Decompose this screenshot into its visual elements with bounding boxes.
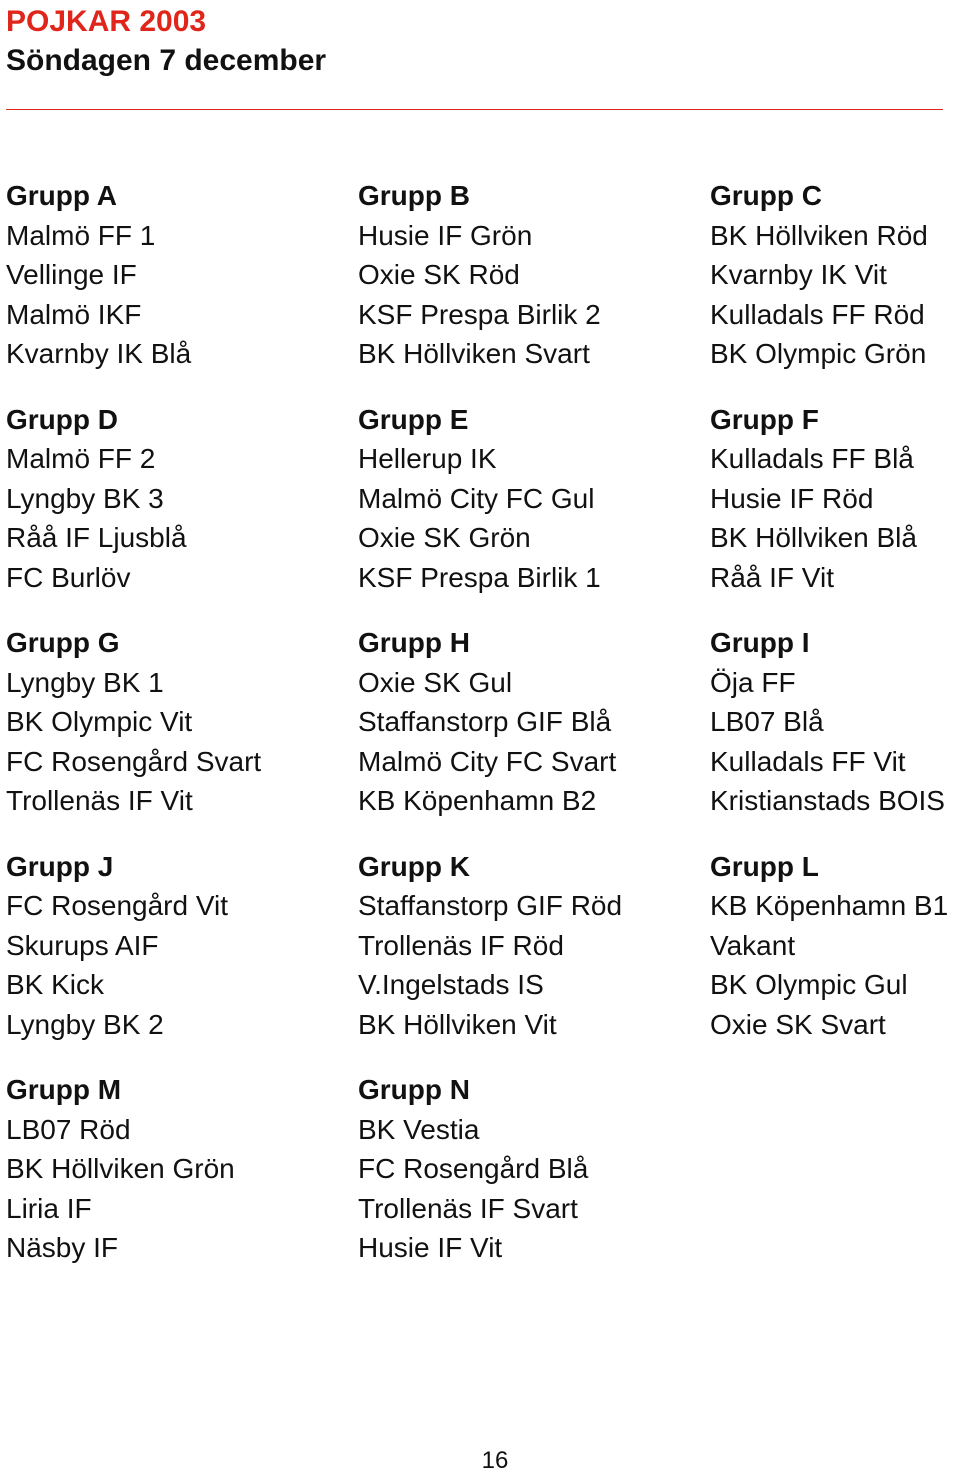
- team-name: Husie IF Vit: [358, 1232, 503, 1263]
- team-name: Oxie SK Grön: [358, 522, 531, 553]
- group-j: [6, 847, 358, 1045]
- team-name: BK Höllviken Grön: [6, 1153, 235, 1184]
- team-name: Staffanstorp GIF Blå: [358, 706, 612, 737]
- group-m: [6, 1070, 358, 1268]
- group-title: Grupp H: [358, 627, 470, 658]
- group-d: [6, 400, 358, 598]
- group-title: Grupp B: [358, 180, 470, 211]
- team-name: FC Rosengård Blå: [358, 1153, 589, 1184]
- team-name: BK Höllviken Svart: [358, 338, 590, 369]
- team-name: Oxie SK Svart: [710, 1008, 886, 1040]
- group-title: Grupp K: [358, 850, 470, 882]
- team-name: Skurups AIF: [6, 929, 159, 961]
- team-name: BK Vestia: [358, 1113, 480, 1145]
- group-f: [710, 400, 960, 598]
- group-title: Grupp M: [6, 1074, 122, 1105]
- team-name: Oxie SK Gul: [358, 666, 513, 698]
- group-c: [710, 176, 960, 374]
- group-title: Grupp G: [6, 627, 120, 658]
- team-name: LB07 Blå: [710, 706, 824, 737]
- team-name: Husie IF Grön: [358, 219, 533, 251]
- group-h: [358, 623, 710, 821]
- team-name: Kulladals FF Röd: [710, 298, 925, 330]
- page-number: 16: [481, 1447, 509, 1474]
- group-l: [710, 847, 960, 1045]
- team-name: Öja FF: [710, 666, 796, 698]
- team-name: Lyngby BK 2: [6, 1008, 164, 1040]
- team-name: Råå IF Ljusblå: [6, 522, 187, 553]
- groups-grid: [6, 176, 960, 1268]
- team-name: Oxie SK Röd: [358, 259, 520, 290]
- team-name: Kvarnby IK Blå: [6, 338, 192, 369]
- group-title: Grupp E: [358, 403, 469, 435]
- team-name: Kulladals FF Blå: [710, 443, 914, 474]
- team-name: Kvarnby IK Vit: [710, 259, 887, 290]
- team-name: BK Kick: [6, 969, 105, 1000]
- team-name: Liria IF: [6, 1192, 92, 1224]
- team-name: KB Köpenhamn B2: [358, 785, 597, 816]
- team-name: Husie IF Röd: [710, 482, 874, 514]
- group-title: Grupp C: [710, 180, 822, 211]
- team-name: Malmö FF 2: [6, 443, 156, 474]
- team-name: FC Burlöv: [6, 561, 131, 593]
- team-name: BK Höllviken Vit: [358, 1008, 557, 1040]
- group-i: [710, 623, 960, 821]
- team-name: Trollenäs IF Svart: [358, 1192, 578, 1224]
- team-name: BK Olympic Gul: [710, 969, 908, 1000]
- team-name: FC Rosengård Svart: [6, 745, 262, 777]
- team-name: LB07 Röd: [6, 1113, 131, 1145]
- group-title: Grupp L: [710, 850, 819, 882]
- team-name: Vellinge IF: [6, 259, 137, 290]
- group-a: [6, 176, 358, 374]
- team-name: KB Köpenhamn B1: [710, 890, 949, 921]
- group-k: [358, 847, 710, 1045]
- group-title: Grupp F: [710, 403, 819, 435]
- team-name: Trollenäs IF Röd: [358, 929, 564, 961]
- team-name: Vakant: [710, 929, 796, 961]
- header-divider: [6, 109, 943, 110]
- team-name: KSF Prespa Birlik 1: [358, 561, 601, 593]
- group-title: Grupp D: [6, 403, 118, 435]
- group-title: Grupp J: [6, 850, 114, 882]
- team-name: V.Ingelstads IS: [358, 969, 544, 1000]
- group-e: [358, 400, 710, 598]
- team-name: Staffanstorp GIF Röd: [358, 890, 623, 921]
- team-name: BK Höllviken Blå: [710, 522, 917, 553]
- group-title: Grupp A: [6, 180, 117, 211]
- page-title: POJKAR 2003: [6, 5, 207, 38]
- team-name: Malmö IKF: [6, 298, 142, 330]
- team-name: Malmö FF 1: [6, 219, 156, 251]
- group-title: Grupp I: [710, 627, 810, 658]
- team-name: Malmö City FC Svart: [358, 745, 617, 777]
- group-g: [6, 623, 358, 821]
- team-name: Kristianstads BOIS: [710, 785, 945, 816]
- team-name: Lyngby BK 1: [6, 666, 164, 698]
- team-name: Kulladals FF Vit: [710, 745, 906, 777]
- team-name: Näsby IF: [6, 1232, 119, 1263]
- team-name: BK Höllviken Röd: [710, 219, 928, 251]
- team-name: Råå IF Vit: [710, 561, 834, 593]
- team-name: KSF Prespa Birlik 2: [358, 298, 601, 330]
- group-title: Grupp N: [358, 1074, 470, 1105]
- team-name: FC Rosengård Vit: [6, 890, 229, 921]
- team-name: Malmö City FC Gul: [358, 482, 595, 514]
- page-subtitle: Söndagen 7 december: [6, 44, 327, 77]
- team-name: Lyngby BK 3: [6, 482, 164, 514]
- group-b: [358, 176, 710, 374]
- team-name: Trollenäs IF Vit: [6, 785, 193, 816]
- team-name: BK Olympic Grön: [710, 338, 927, 369]
- team-name: Hellerup IK: [358, 443, 497, 474]
- group-n: [358, 1070, 710, 1268]
- team-name: BK Olympic Vit: [6, 706, 193, 737]
